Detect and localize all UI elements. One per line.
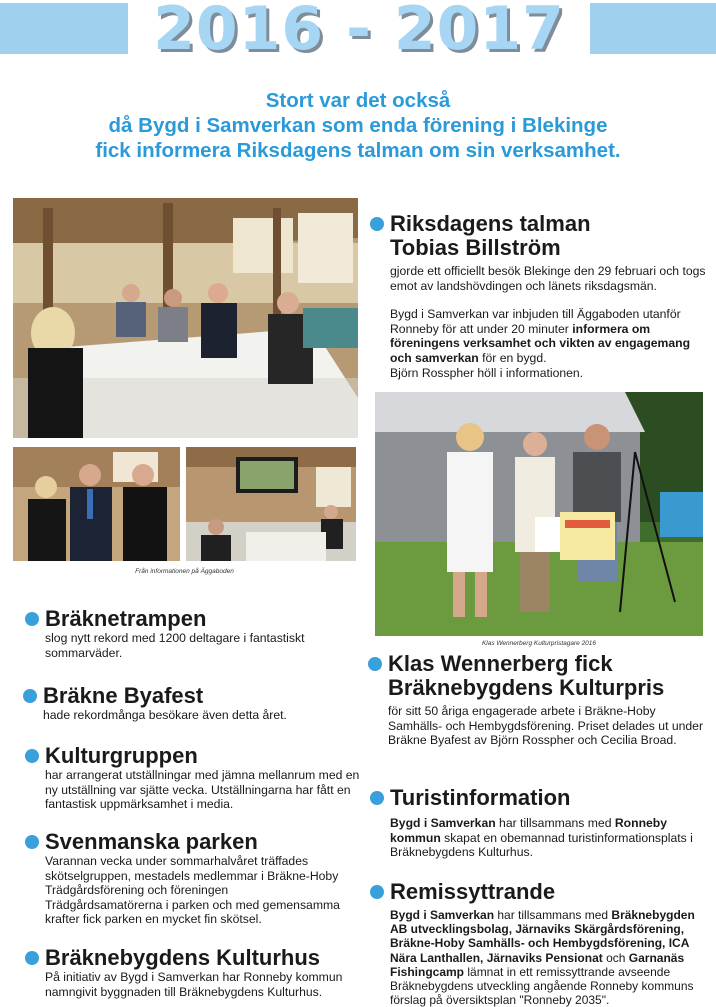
section-turist-title [390,786,706,810]
bullet-icon [23,689,37,703]
section-talman-title [390,212,708,236]
headline-line: fick informera Riksdagens talman om sin verksamhet. [95,139,621,162]
section-byafest-text: hade rekordmånga besökare även detta året. [43,708,287,722]
section-svenmanska-text: Varannan vecka under sommarhalvåret träffades skötselgruppen, mestadels medlemmar i Bräkne-Hoby Trädgårdsförening och föreningen Trädgårdsamatörerna i parken och med gemensamma krafter fick parken en mycket fin skötsel. [45,854,340,927]
section-kulturgruppen [45,744,363,812]
group-image [13,447,180,561]
title-text: Klas Wennerberg fick [388,651,613,676]
title-text: Bräkne Byafest [43,683,204,708]
text-span: har tillsammans med [495,816,615,830]
bullet-icon [25,749,39,763]
text-bold: Garnanäs Fishingcamp [390,950,685,979]
award-image [375,392,703,636]
bullet-icon [25,951,39,965]
section-kulturgruppen-text: har arrangerat utställningar med jämna mellanrum med en ny utställning var sjätte vecka. Utställningarna har fått en fantastisk uppmärksamhet i media. [45,768,360,812]
text-span: för en bygd. [478,350,547,365]
section-svenmanska-title [45,830,345,854]
text-span: Björn Rosspher höll i informationen. [390,365,584,380]
photo-group [13,447,180,561]
title-text: Kulturgruppen [45,743,198,768]
section-talman-text-2 [390,307,708,380]
section-talman-title-line1: Riksdagens talman [390,211,591,236]
section-talman-text-1: gjorde ett officiellt besök Blekinge den 29 februari och togs emot av landshövdingen och länets riksdagsmän. [390,264,706,293]
headline [0,88,716,163]
section-kulturhus-text: På initiativ av Bygd i Samverkan har Ronneby kommun namngivit byggnaden till Bräknebygdens Kulturhus. [45,970,343,999]
bullet-icon [370,791,384,805]
title-text: Bräknebygdens Kulturhus [45,945,321,970]
text-span: skapat en obemannad turistinformationsplats i Bräknebygdens Kulturhus. [390,830,693,860]
text-span: har tillsammans med [494,908,612,922]
section-talman [390,212,708,380]
photo-award [375,392,703,636]
title-text: Svenmanska parken [45,829,258,854]
bullet-icon [25,835,39,849]
text-span: lämnat in ett remissyttrande avseende Bräknebygdens utveckling angående Ronneby kommuns förslag på översiktsplan "Ronneby 2035". [390,964,694,1007]
section-klas [388,652,706,748]
section-byafest [43,684,363,723]
presentation-image [186,447,356,561]
caption-meeting: Från informationen på Äggaboden [135,568,234,575]
text-bold: Bräknebygden AB utvecklingsbolag, Järnaviks Skärgårdsförening, Bräkne-Hoby Samhälls- och Hembygdsförening, ICA Nära Lanthallen, Järnaviks Pensionat [390,908,695,965]
bullet-icon [370,885,384,899]
section-braknetrampen [45,607,365,660]
title-text: Remissyttrande [390,879,556,904]
photo-meeting-room [13,198,358,438]
title-text: Turistinformation [390,785,571,810]
section-klas-title-2: Bräknebygdens Kulturpris [388,675,665,700]
section-talman-title-2: Tobias Billström [390,235,561,260]
text-span: Bygd i Samverkan var inbjuden till Äggaboden utanför Ronneby för att under 20 minuter [390,307,681,336]
title-text: Bräknetrampen [45,606,207,631]
text-bold: informera om föreningens verksamhet och vikten av engagemang och samverkan [390,321,691,365]
section-braknetrampen-title [45,607,365,631]
bullet-icon [368,657,382,671]
section-kulturgruppen-title [45,744,363,768]
section-klas-text: för sitt 50 åriga engagerade arbete i Bräkne-Hoby Samhälls- och Hembygdsförening. Priset delades ut under Bräkne Byafest av Björn Rosspher och Cecilia Broad. [388,704,704,748]
section-braknetrampen-text: slog nytt rekord med 1200 deltagare i fantastiskt sommarväder. [45,631,305,660]
section-byafest-title [43,684,363,708]
text-bold: Bygd i Samverkan [390,908,495,922]
bullet-icon [370,217,384,231]
headline-line: då Bygd i Samverkan som enda förening i Blekinge [108,114,608,137]
section-kulturhus-title [45,946,365,970]
banner-band-right [590,3,716,54]
section-kulturhus [45,946,365,999]
section-klas-title [388,652,706,676]
text-bold: Ronneby kommun [390,816,668,845]
section-svenmanska [45,830,345,927]
text-bold: Bygd i Samverkan [390,816,496,830]
meeting-room-image [13,198,358,438]
text-span: och [602,950,629,965]
banner-band-left [0,3,128,54]
section-turist [390,786,706,860]
bullet-icon [25,612,39,626]
caption-award: Klas Wennerberg Kulturpristagare 2016 [481,640,597,647]
section-turist-text [390,816,706,860]
section-remiss-title [390,880,708,904]
headline-line: Stort var det också [265,89,451,112]
section-remiss-text [390,908,708,1007]
photo-presentation [186,447,356,561]
section-remiss [390,880,708,1007]
banner-year: 2016 - 2017 [153,0,565,64]
